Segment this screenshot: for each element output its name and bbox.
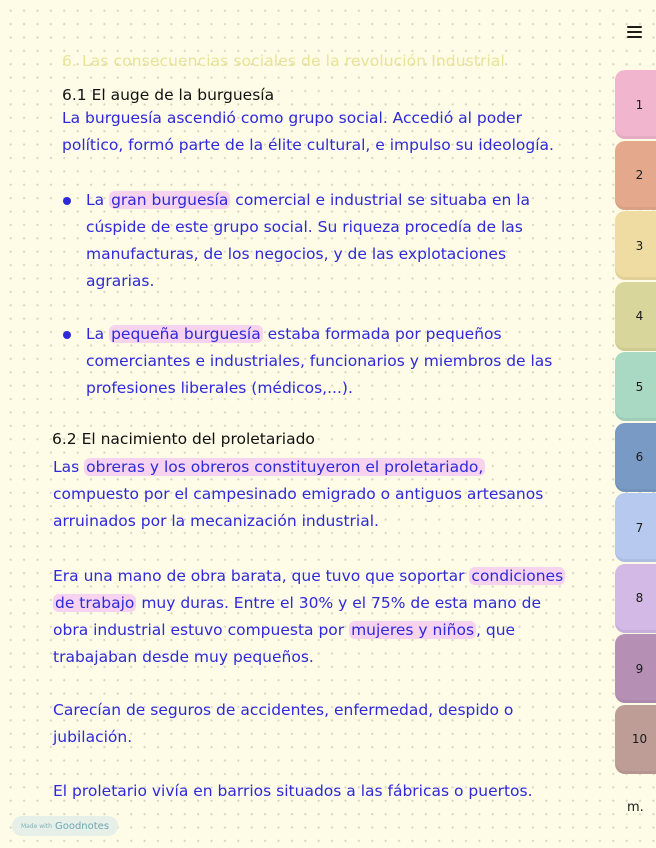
paragraph-barrios xyxy=(53,778,533,805)
tab-label: 2 xyxy=(635,168,644,182)
tab-9[interactable] xyxy=(615,634,656,703)
text: obra industrial estuvo compuesta por xyxy=(53,621,350,639)
highlight: gran burguesía xyxy=(111,191,229,209)
highlight: obreras y los obreros constituyeron el proletariado, xyxy=(86,458,484,476)
highlight: condiciones xyxy=(471,567,564,585)
highlight: de trabajo xyxy=(55,594,135,612)
paragraph-proletariado xyxy=(53,454,543,535)
intro-paragraph xyxy=(62,105,554,159)
bullet-point xyxy=(63,331,71,339)
tab-label: 9 xyxy=(635,661,644,676)
tab-label: 5 xyxy=(635,379,644,394)
text: Era una mano de obra barata, que tuvo que soportar xyxy=(53,567,470,585)
text-line: político, formó parte de la élite cultural, e impulso su ideología. xyxy=(62,136,554,154)
section-heading-6-1: 6.1 El auge de la burguesía xyxy=(62,86,275,104)
tab-10[interactable] xyxy=(615,705,656,774)
tab-2[interactable] xyxy=(615,141,656,210)
page-title: 6. Las consecuencias sociales de la revolución Industrial xyxy=(62,52,505,70)
text-line: manufacturas, de los negocios, y de las explotaciones xyxy=(86,245,507,263)
text-line: jubilación. xyxy=(53,728,133,746)
tab-3[interactable] xyxy=(615,211,656,280)
tab-label: 10 xyxy=(631,732,648,746)
paragraph-seguros xyxy=(53,697,513,751)
side-label: m. xyxy=(627,800,644,815)
badge-small-text: Made with xyxy=(20,822,52,830)
text-line: compuesto por el campesinado emigrado o antiguos artesanos xyxy=(53,485,544,503)
text: muy duras. Entre el 30% y el 75% de esta mano de xyxy=(136,594,542,612)
text-line: trabajaban desde muy pequeños. xyxy=(53,648,314,666)
text-line: Carecían de seguros de accidentes, enfermedad, despido o xyxy=(53,701,514,719)
tab-label: 1 xyxy=(635,97,644,112)
text-line: cúspide de este grupo social. Su riqueza procedía de las xyxy=(86,218,523,236)
tab-5[interactable] xyxy=(615,352,656,421)
section-tabs xyxy=(615,70,656,775)
tab-7[interactable] xyxy=(615,493,656,562)
tab-label: 6 xyxy=(635,450,644,464)
tab-4[interactable] xyxy=(615,282,656,351)
tab-label: 3 xyxy=(635,238,644,253)
bullet-pequena-burguesia xyxy=(86,321,552,402)
text: comercial e industrial se situaba en la xyxy=(230,191,531,209)
text-line: La burguesía ascendió como grupo social. Accedió al poder xyxy=(62,109,522,127)
text-line: agrarias. xyxy=(86,272,155,290)
text-line: El proletario vivía en barrios situados a las fábricas o puertos. xyxy=(53,782,533,800)
text-line: comerciantes e industriales, funcionarios y miembros de las xyxy=(86,352,553,370)
badge-brand-text: Goodnotes xyxy=(54,820,110,832)
text-line: profesiones liberales (médicos,...). xyxy=(86,379,353,397)
bullet-point xyxy=(63,197,71,205)
text: Las xyxy=(53,458,85,476)
tab-label: 4 xyxy=(635,309,644,323)
paragraph-mano-de-obra xyxy=(53,563,565,671)
tab-6[interactable] xyxy=(615,423,656,492)
text: La xyxy=(86,191,110,209)
bullet-gran-burguesia xyxy=(86,187,530,295)
tab-label: 7 xyxy=(635,520,644,535)
text: estaba formada por pequeños xyxy=(262,325,502,343)
menu-icon[interactable] xyxy=(627,26,642,40)
text: , que xyxy=(476,621,516,639)
tab-label: 8 xyxy=(635,591,644,605)
tab-1[interactable] xyxy=(615,70,656,139)
text: La xyxy=(86,325,110,343)
text-line: arruinados por la mecanización industrial. xyxy=(53,512,379,530)
highlight: pequeña burguesía xyxy=(111,325,261,343)
tab-8[interactable] xyxy=(615,564,656,633)
goodnotes-badge xyxy=(12,816,118,836)
highlight: mujeres y niños xyxy=(351,621,475,639)
section-heading-6-2: 6.2 El nacimiento del proletariado xyxy=(52,430,315,448)
